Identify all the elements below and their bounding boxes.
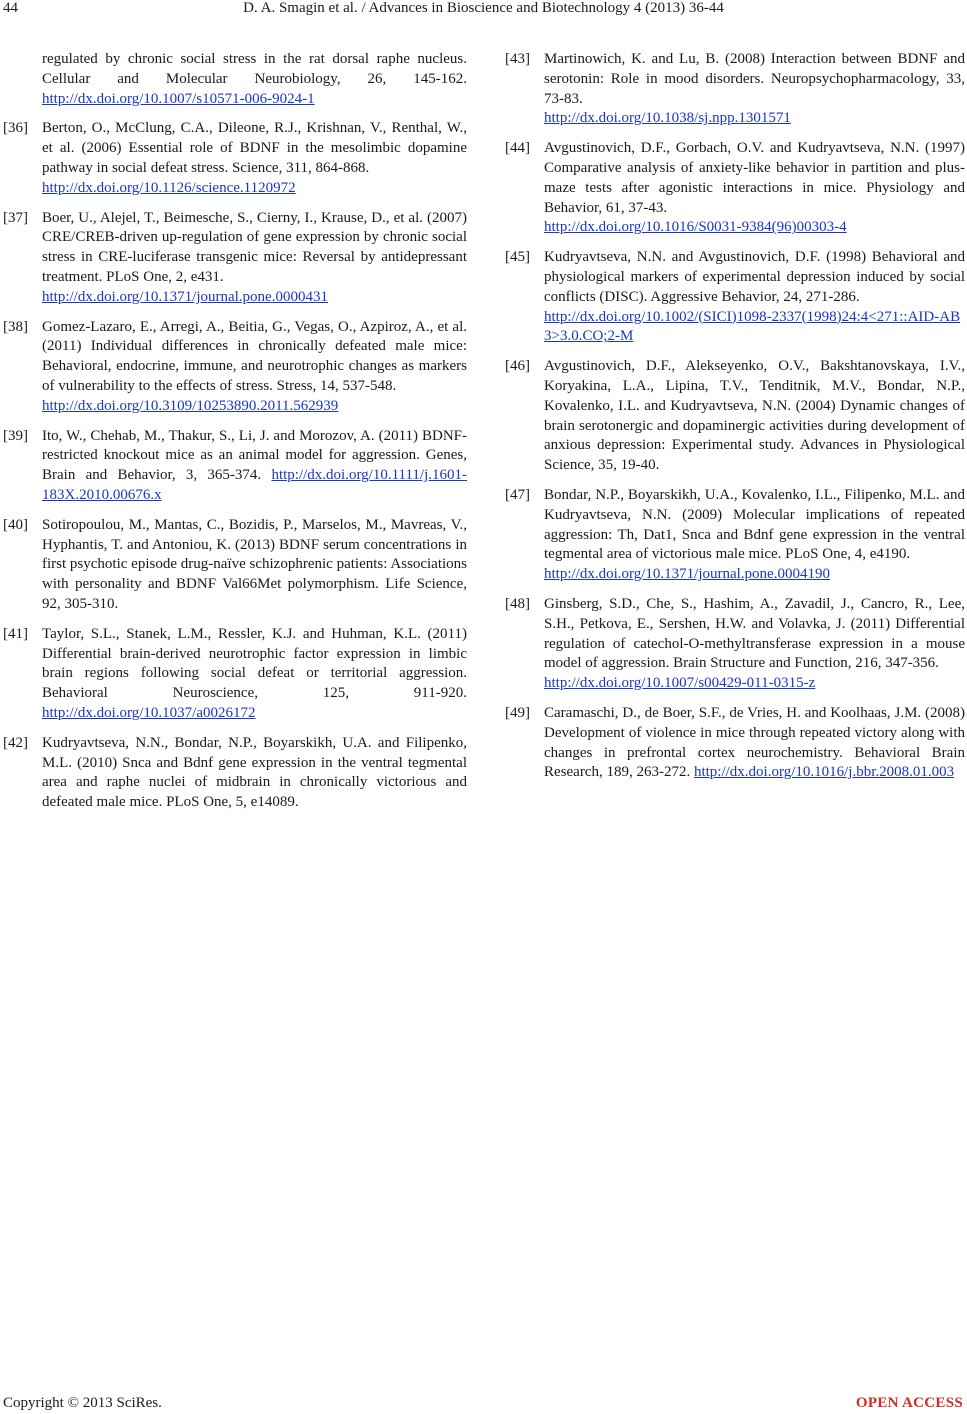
reference-number: [42]: [3, 734, 28, 751]
doi-link[interactable]: http://dx.doi.org/10.1007/s10571-006-9024-1: [42, 90, 315, 107]
reference-36: [3, 119, 467, 198]
reference-43: [505, 50, 965, 129]
reference-number: [47]: [505, 486, 530, 503]
reference-text: Berton, O., McClung, C.A., Dileone, R.J., Krishnan, V., Renthal, W., et al. (2006) Essential role of BDNF in the mesolimbic dopamine pathway in social defeat stress. Science, 311, 864-868.: [42, 120, 467, 176]
left-column: [3, 50, 467, 823]
doi-link[interactable]: http://dx.doi.org/10.1016/S0031-9384(96)00303-4: [544, 219, 847, 236]
reference-number: [36]: [3, 120, 28, 137]
reference-47: [505, 486, 965, 585]
reference-text: Ito, W., Chehab, M., Thakur, S., Li, J. and Morozov, A. (2011) BDNF-restricted knockout mice as an animal model for aggression. Genes, Brain and Behavior, 3, 365-374.: [42, 427, 467, 484]
reference-text: regulated by chronic social stress in the rat dorsal raphe nucleus. Cellular and Molecular Neurobiology, 26, 145-162.: [42, 51, 467, 87]
reference-number: [41]: [3, 625, 28, 642]
reference-number: [38]: [3, 318, 28, 335]
reference-49: [505, 704, 965, 783]
reference-number: [43]: [505, 51, 530, 67]
reference-number: [45]: [505, 249, 530, 266]
reference-number: [44]: [505, 140, 530, 157]
reference-38: [3, 318, 467, 417]
reference-text: Kudryavtseva, N.N. and Avgustinovich, D.F. (1998) Behavioral and physiological markers of experimental depression induced by social conflicts (DISC). Aggressive Behavior, 24, 271-286.: [544, 249, 965, 305]
reference-text: Bondar, N.P., Boyarskikh, U.A., Kovalenko, I.L., Filipenko, M.L. and Kudryavtseva, N.N. (2009) Molecular implications of repeated aggression: Th, Dat1, Snca and Bdnf gene expression in the ventral tegmental area of victorious male mice. PLoS One, 4, e4190.: [544, 486, 965, 563]
reference-number: [48]: [505, 595, 530, 612]
reference-44: [505, 139, 965, 238]
open-access-label: OPEN ACCESS: [855, 1395, 963, 1411]
reference-text: Caramaschi, D., de Boer, S.F., de Vries, H. and Koolhaas, J.M. (2008) Development of violence in mice through repeated victory along with changes in prefrontal cortex neurochemistry. Behavioral Brain Research, 189, 263-272.: [544, 704, 965, 781]
doi-link[interactable]: http://dx.doi.org/10.3109/10253890.2011.562939: [42, 397, 339, 414]
reference-number: [49]: [505, 704, 530, 721]
reference-text: Avgustinovich, D.F., Alekseyenko, O.V., Bakshtanovskaya, I.V., Koryakina, L.A., Lipina, T.V., Tenditnik, M.V., Bondar, N.P., Kovalenko, I.L. and Kudryavtseva, N.N. (2004) Dynamic changes of brain serotonergic and dopaminergic activities during development of anxious depression: Experimental study. Advances in Physiological Science, 35, 19-40.: [544, 358, 965, 474]
reference-number: [40]: [3, 516, 28, 533]
reference-37: [3, 209, 467, 308]
doi-link[interactable]: http://dx.doi.org/10.1002/(SICI)1098-2337(1998)24:4<271::AID-AB3>3.0.CO;2-M: [544, 308, 961, 345]
reference-number: [37]: [3, 209, 28, 226]
running-head: D. A. Smagin et al. / Advances in Bioscience and Biotechnology 4 (2013) 36-44: [243, 0, 724, 16]
reference-number: [39]: [3, 427, 28, 444]
doi-link[interactable]: http://dx.doi.org/10.1371/journal.pone.0004190: [544, 566, 830, 583]
reference-41: [3, 625, 467, 724]
right-column: [505, 50, 965, 793]
reference-text: Avgustinovich, D.F., Gorbach, O.V. and Kudryavtseva, N.N. (1997) Comparative analysis of anxiety-like behavior in partition and plus-maze tests after agonistic interactions in mice. Physiology and Behavior, 61, 37-43.: [544, 140, 965, 216]
reference-42: [3, 734, 467, 813]
reference-text: Gomez-Lazaro, E., Arregi, A., Beitia, G., Vegas, O., Azpiroz, A., et al. (2011) Individual differences in chronically defeated male mice: Behavioral, endocrine, immune, and neurotrophic changes as markers of vulnerability to the effects of stress. Stress, 14, 537-548.: [42, 318, 467, 394]
reference-40: [3, 516, 467, 615]
doi-link[interactable]: http://dx.doi.org/10.1016/j.bbr.2008.01.003: [693, 764, 955, 781]
doi-link[interactable]: http://dx.doi.org/10.1007/s00429-011-0315-z: [544, 675, 816, 692]
copyright-notice: Copyright © 2013 SciRes.: [3, 1395, 162, 1411]
reference-text: Ginsberg, S.D., Che, S., Hashim, A., Zavadil, J., Cancro, R., Lee, S.H., Petkova, E., Sershen, H.W. and Volavka, J. (2011) Differential regulation of catechol-O-methyltransferase expression in a mouse model of aggression. Brain Structure and Function, 216, 347-356.: [544, 595, 965, 672]
reference-number: [46]: [505, 358, 530, 375]
doi-link[interactable]: http://dx.doi.org/10.1126/science.1120972: [42, 179, 296, 196]
reference-48: [505, 595, 965, 694]
reference-text: Kudryavtseva, N.N., Bondar, N.P., Boyarskikh, U.A. and Filipenko, M.L. (2010) Snca and Bdnf gene expression in the ventral tegmental area and raphe nuclei of midbrain in chronically victorious and defeated male mice. PLoS One, 5, e14089.: [42, 734, 467, 811]
doi-link[interactable]: http://dx.doi.org/10.1111/j.1601-183X.2010.00676.x: [42, 467, 467, 503]
doi-link[interactable]: http://dx.doi.org/10.1371/journal.pone.0000431: [42, 288, 328, 305]
reference-45: [505, 248, 965, 347]
reference-continuation: [3, 50, 467, 109]
doi-link[interactable]: http://dx.doi.org/10.1037/a0026172: [42, 704, 256, 721]
reference-text: Boer, U., Alejel, T., Beimesche, S., Cierny, I., Krause, D., et al. (2007) CRE/CREB-driven up-regulation of gene expression by chronic social stress in CRE-luciferase transgenic mice: Reversal by antidepressant treatment. PLoS One, 2, e431.: [42, 209, 467, 285]
reference-text: Sotiropoulou, M., Mantas, C., Bozidis, P., Marselos, M., Mavreas, V., Hyphantis, T. and Antoniou, K. (2013) BDNF serum concentrations in first psychotic episode drug-naïve schizophrenic patients: Associations with personality and BDNF Val66Met polymorphism. Life Science, 92, 305-310.: [42, 516, 467, 612]
reference-text: Martinowich, K. and Lu, B. (2008) Interaction between BDNF and serotonin: Role in mood disorders. Neuropsychopharmacology, 33, 73-83.: [544, 51, 965, 107]
reference-text: Taylor, S.L., Stanek, L.M., Ressler, K.J. and Huhman, K.L. (2011) Differential brain-derived neurotrophic factor expression in limbic brain regions following social defeat or territorial aggression. Behavioral Neuroscience, 125, 911-920.: [42, 625, 467, 702]
reference-39: [3, 427, 467, 506]
reference-46: [505, 357, 965, 476]
doi-link[interactable]: http://dx.doi.org/10.1038/sj.npp.1301571: [544, 110, 791, 127]
page-number: 44: [3, 0, 18, 16]
